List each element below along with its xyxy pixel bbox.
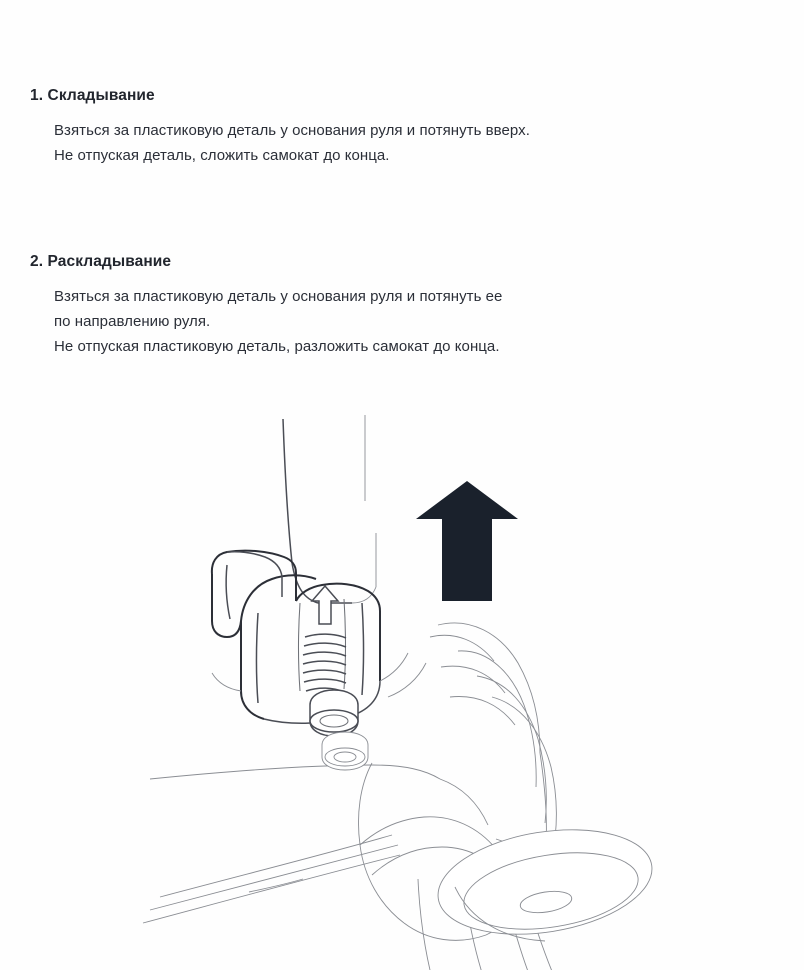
section-1-line-2: Не отпуская деталь, сложить самокат до конца.	[54, 147, 390, 164]
small-up-arrow-marker	[312, 586, 338, 624]
section-2-heading: 2. Раскладывание	[30, 253, 172, 270]
scooter-deck-group	[143, 765, 440, 923]
pull-up-direction-arrow	[416, 481, 518, 601]
section-1-line-1: Взяться за пластиковую деталь у основания руля и потянуть вверх.	[54, 122, 530, 139]
section-1-body	[30, 106, 770, 168]
instruction-section-unfolding	[30, 252, 770, 359]
pivot-bolt-face	[310, 710, 358, 732]
front-wheel-group	[418, 816, 659, 970]
section-1-heading: 1. Складывание	[30, 87, 155, 104]
section-2-body	[30, 272, 770, 359]
section-2-line-2: по направлению руля.	[54, 313, 211, 330]
lower-bolt-face	[325, 748, 365, 766]
section-2-line-3: Не отпуская пластиковую деталь, разложить самокат до конца.	[54, 338, 500, 355]
ribbed-grip-surface	[303, 634, 346, 692]
instruction-section-folding	[30, 86, 770, 168]
plastic-release-clamp-group	[212, 551, 380, 770]
foreground-detail-lines	[212, 653, 426, 697]
scooter-mechanism-illustration	[0, 405, 804, 970]
section-2-line-1: Взяться за пластиковую деталь у основания руля и потянуть ее	[54, 288, 503, 305]
